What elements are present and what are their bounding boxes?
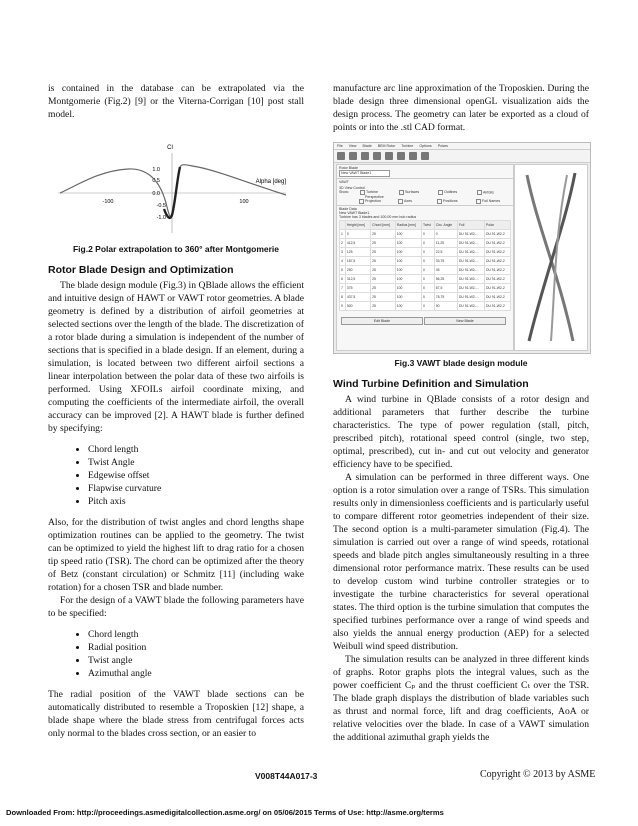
checkbox-label: Positions <box>443 199 458 203</box>
table-cell[interactable]: 25 <box>371 283 396 292</box>
table-cell[interactable]: 187,5 <box>345 256 370 265</box>
table-cell[interactable]: DU 91-W2-2 <box>484 274 510 283</box>
table-cell[interactable]: 90 <box>434 301 457 310</box>
rotor-icon[interactable] <box>385 152 393 160</box>
paragraph: For the design of a VAWT blade the following parameters have to be specified: <box>48 595 304 619</box>
table-cell[interactable]: DU 91-W2-... <box>457 256 484 265</box>
polar-icon[interactable] <box>409 152 417 160</box>
row-number: 6 <box>340 274 346 283</box>
column-header: Chord [mm] <box>371 220 396 229</box>
table-cell[interactable]: DU 91-W2-2 <box>484 292 510 301</box>
table-row[interactable] <box>340 256 511 265</box>
column-header: Radius [mm] <box>395 220 421 229</box>
table-cell[interactable]: 100 <box>395 301 421 310</box>
table-cell[interactable]: 0 <box>422 247 435 256</box>
table-cell[interactable]: 25 <box>371 274 396 283</box>
qblade-screenshot <box>333 142 591 354</box>
checkbox[interactable] <box>476 199 481 204</box>
list-item: • Twist Angle <box>88 456 304 469</box>
checkbox-label: Axes <box>404 199 412 203</box>
left-column <box>48 82 304 740</box>
column-header: Circ. Angle <box>434 220 457 229</box>
menu-item[interactable]: View <box>348 144 357 148</box>
table-cell[interactable]: 11,25 <box>434 238 457 247</box>
view-control <box>337 185 513 205</box>
checkbox-label: Surfaces <box>405 190 420 195</box>
blade-shape <box>527 175 573 341</box>
table-cell[interactable]: 312,5 <box>345 274 370 283</box>
graph-icon[interactable] <box>421 152 429 160</box>
checkbox[interactable] <box>398 199 403 204</box>
table-row[interactable] <box>340 292 511 301</box>
table-cell[interactable]: 25 <box>371 247 396 256</box>
ytick: -1.0 <box>156 215 166 221</box>
table-cell[interactable]: 25 <box>371 238 396 247</box>
save-icon[interactable] <box>361 152 369 160</box>
blade-description: Turbine has 3 blades and 100.00 mm hub radius <box>339 214 417 219</box>
list-item: • Twist angle <box>88 654 304 667</box>
table-cell[interactable]: 0 <box>345 229 370 238</box>
table-cell[interactable]: 100 <box>395 283 421 292</box>
new-blade-button[interactable]: New Blade <box>424 317 506 325</box>
table-cell[interactable]: 100 <box>395 265 421 274</box>
table-row[interactable] <box>340 274 511 283</box>
table-cell[interactable]: 0 <box>422 238 435 247</box>
paragraph: is contained in the database can be extrapolated via the Montgomerie (Fig.2) [9] or the Viterna-Corrigan [10] post stall model. <box>48 83 304 120</box>
table-cell[interactable]: DU 91-W2-... <box>457 283 484 292</box>
menu-item[interactable]: Options <box>419 144 432 148</box>
edit-blade-button[interactable]: Edit Blade <box>341 317 423 325</box>
checkbox-label: Outlines <box>444 190 458 195</box>
figure-caption: Fig.3 VAWT blade design module <box>394 358 528 368</box>
table-row[interactable] <box>340 229 511 238</box>
blade-data-label: Blade Data <box>339 206 357 211</box>
table-cell[interactable]: 0 <box>422 265 435 274</box>
bullet-list <box>48 443 304 508</box>
figure-2 <box>48 135 304 254</box>
checkbox-label: Foil Names <box>482 199 501 203</box>
table-cell[interactable]: DU 91-W2-... <box>457 301 484 310</box>
row-number: 9 <box>340 301 346 310</box>
rotor-blade-label: Rotor Blade <box>339 166 358 170</box>
list-item: • Radial position <box>88 641 304 654</box>
rotor-blade-group <box>337 165 513 178</box>
table-cell[interactable]: 412,5 <box>345 238 370 247</box>
paragraph: Also, for the distribution of twist angles and chord lengths shape optimization routines can be applied to the geometry. The twist can be optimized to yield the highest lift to drag ratio for a chosen tip speed ratio (TSR). The chord can be optimized after the theory of Betz (constant circulation) or Schmitz [11] (including wake rotation) for a chosen TSR and blade number. <box>48 517 304 593</box>
open-icon[interactable] <box>349 152 357 160</box>
table-cell[interactable]: DU 91-W2-... <box>457 274 484 283</box>
table-cell[interactable]: DU 91-W2-... <box>457 292 484 301</box>
row-number: 1 <box>340 229 346 238</box>
toolbar <box>334 150 590 163</box>
table-cell[interactable]: 56,25 <box>434 274 457 283</box>
bullet-list <box>48 628 304 680</box>
table-cell[interactable]: 0 <box>422 274 435 283</box>
table-row[interactable] <box>340 265 511 274</box>
xtick: 100 <box>239 199 249 205</box>
table-cell[interactable]: DU 91-W2-2 <box>484 301 510 310</box>
table-cell[interactable]: 67,5 <box>434 283 457 292</box>
column-header: Height [mm] <box>345 220 370 229</box>
row-number: 4 <box>340 256 346 265</box>
table-cell[interactable]: 0 <box>434 229 457 238</box>
table-cell[interactable]: 100 <box>395 229 421 238</box>
table-cell[interactable]: 25 <box>371 229 396 238</box>
table-cell[interactable]: 437,5 <box>345 292 370 301</box>
table-cell[interactable]: 0 <box>422 256 435 265</box>
list-item: • Chord length <box>88 628 304 641</box>
table-cell[interactable]: 25 <box>371 301 396 310</box>
list-item: • Azimuthal angle <box>88 667 304 680</box>
table-cell[interactable]: DU 91-W2-... <box>457 247 484 256</box>
table-cell[interactable]: DU 91-W2-2 <box>484 229 510 238</box>
menu-item[interactable]: Polars <box>437 144 448 148</box>
checkbox[interactable] <box>437 199 442 204</box>
list-item: • Chord length <box>88 443 304 456</box>
table-cell[interactable]: 0 <box>422 229 435 238</box>
table-cell[interactable]: 78,75 <box>434 292 457 301</box>
row-number: 8 <box>340 292 346 301</box>
column-header: Polar <box>484 220 510 229</box>
table-row[interactable] <box>340 283 511 292</box>
menu-item[interactable]: BEM Rotor <box>377 144 396 148</box>
list-item: • Edgewise offset <box>88 469 304 482</box>
table-cell[interactable]: 125 <box>345 247 370 256</box>
blade-panel <box>336 164 514 351</box>
turbine-icon[interactable] <box>397 152 405 160</box>
table-cell[interactable]: DU 91-W2-2 <box>484 247 510 256</box>
menu-item[interactable]: Blade <box>362 144 372 148</box>
ytick: 0.5 <box>152 178 160 184</box>
blade-data <box>337 205 513 220</box>
table-cell[interactable]: DU 91-W2-2 <box>484 265 510 274</box>
table-cell[interactable]: 100 <box>395 292 421 301</box>
table-cell[interactable]: 25 <box>371 256 396 265</box>
blade-name: New VAWT Blade1 <box>339 210 370 215</box>
vawt-blade-render <box>515 165 587 351</box>
paragraph: A simulation can be performed in three different ways. One option is a rotor simulation over a range of TSRs. This simulation results only in dimensionless coefficients and is particularly useful to compare different rotor geometries independent of their size. The second option is a multi-parameter simulation (Fig.4). The simulation is carried out over a range of wind speeds, rotational speeds and blade pitch angles simultaneously resulting in a three dimensional rotor performance matrix. These results can be used to develop custom wind turbine controller strategies or to investigate the turbine characteristics for several operational states. The third option is the turbine simulation that computes the specified turbines performance over a range of wind speeds and also yields the annual energy production (AEP) for a selected Weibull wind speed distribution. <box>333 472 589 652</box>
polar-plot <box>48 135 304 235</box>
section-heading: Rotor Blade Design and Optimization <box>48 264 234 276</box>
paper-code: V008T44A017-3 <box>255 771 318 781</box>
table-cell[interactable]: DU 91-W2-2 <box>484 256 510 265</box>
table-cell[interactable]: DU 91-W2-2 <box>484 238 510 247</box>
table-cell[interactable]: 100 <box>395 274 421 283</box>
table-cell[interactable]: 25 <box>371 265 396 274</box>
checkbox[interactable] <box>359 199 364 204</box>
paragraph: manufacture arc line approximation of the Troposkien. During the blade design three dimensional openGL visualization aids the design process. The geometry can later be exported as a cloud of points or into the .stl CAD format. <box>333 83 589 133</box>
blade-icon[interactable] <box>373 152 381 160</box>
table-header-row <box>340 220 511 229</box>
axis-label-cl: Cl <box>167 145 173 151</box>
checkbox-label: Perspective Projection <box>365 195 384 203</box>
table-cell[interactable]: 25 <box>371 292 396 301</box>
menu-item[interactable]: Turbine <box>401 144 414 148</box>
table-cell[interactable]: DU 91-W2-... <box>457 265 484 274</box>
table-cell[interactable]: 33,75 <box>434 256 457 265</box>
table-row[interactable] <box>340 301 511 310</box>
table-row[interactable] <box>340 247 511 256</box>
table-cell[interactable]: 100 <box>395 238 421 247</box>
table-cell[interactable]: 100 <box>395 256 421 265</box>
menu-bar <box>334 143 590 150</box>
table-cell[interactable]: 22,5 <box>434 247 457 256</box>
download-notice: Downloaded From: http://proceedings.asmedigitalcollection.asme.org/ on 05/06/2015 Terms of Use: http://asme.org/terms <box>6 808 444 817</box>
table-row[interactable] <box>340 238 511 247</box>
table-cell[interactable]: 100 <box>395 247 421 256</box>
xtick: -100 <box>102 199 114 205</box>
axis-label-alpha: Alpha [deg] <box>255 179 286 185</box>
show-label: Show: <box>339 190 349 195</box>
vawt-label: VAWT <box>337 178 513 185</box>
table-cell[interactable]: DU 91-W2-... <box>457 229 484 238</box>
paragraph: The radial position of the VAWT blade sections can be automatically distributed to resemble a Troposkien [12] shape, a blade shape where the blade stress from centrifugal forces acts only normal to the blades cross section, or an easier to <box>48 689 304 739</box>
copyright: Copyright © 2013 by ASME <box>480 769 596 780</box>
figure-caption: Fig.2 Polar extrapolation to 360° after Montgomerie <box>72 244 280 254</box>
checkbox-label: AirfoIls <box>483 190 494 195</box>
table-cell[interactable]: 500 <box>345 301 370 310</box>
blade-buttons <box>341 317 513 325</box>
table-cell[interactable]: 0 <box>422 283 435 292</box>
table-cell[interactable]: 45 <box>434 265 457 274</box>
new-icon[interactable] <box>337 152 345 160</box>
table-cell[interactable]: 375 <box>345 283 370 292</box>
section-heading: Wind Turbine Definition and Simulation <box>333 378 529 390</box>
menu-item[interactable]: File <box>337 144 343 148</box>
row-number: 7 <box>340 283 346 292</box>
list-item: • Flapwise curvature <box>88 482 304 495</box>
table-cell[interactable]: DU 91-W2-2 <box>484 283 510 292</box>
checkbox-label: Turbine <box>366 190 379 195</box>
column-header: Twist <box>422 220 435 229</box>
row-number: 2 <box>340 238 346 247</box>
rotor-select[interactable]: New VAWT Blade1 <box>339 170 390 177</box>
view-control-label: 3D View Control <box>339 186 365 190</box>
table-cell[interactable]: 250 <box>345 265 370 274</box>
blade-table <box>339 220 511 311</box>
right-column <box>333 82 589 744</box>
paragraph: The blade design module (Fig.3) in QBlade allows the efficient and intuitive design of HAWT or VAWT rotor geometries. A blade geometry is defined by a distribution of airfoil geometries at selected sections over the length of the blade. The discretization of a rotor blade during a simulation is independent of the number of sections that is specified in a blade design. If an element, during a simulation, is located between two different airfoil sections a linear interpolation between the polar data of these two airfoils is performed. Using XFOILs airfoil coordinate mixing, and computing the coefficients of the intermediate airfoil, the overall accuracy can be improved [2]. A HAWT blade is further defined by specifying: <box>48 280 304 434</box>
table-cell[interactable]: DU 91-W2-... <box>457 238 484 247</box>
column-header: Foil <box>457 220 484 229</box>
ytick: -0.5 <box>156 203 166 209</box>
list-item: • Pitch axis <box>88 495 304 508</box>
3d-viewport[interactable] <box>514 164 588 351</box>
row-number: 5 <box>340 265 346 274</box>
paragraph: A wind turbine in QBlade consists of a rotor design and additional parameters that further describe the turbine characteristics. The type of power regulation (stall, pitch, prescribed pitch), rotational speed control (single, two step, optimal, prescribed), cut in- and cut out velocity and generator efficiency have to be specified. <box>333 394 589 470</box>
ytick: 1.0 <box>152 167 160 173</box>
ytick: 0.0 <box>152 191 160 197</box>
row-number: 3 <box>340 247 346 256</box>
table-cell[interactable]: 0 <box>422 292 435 301</box>
paragraph: The simulation results can be analyzed in three different kinds of graphs. Rotor graphs plots the integral values, such as the power coefficient Cₚ and the thrust coefficient Cₜ over the TSR. The blade graph displays the distribution of blade variables such as thrust and normal force, lift and drag coefficients, AoA or relative velocities over the blade. In case of a VAWT simulation the additional azimuthal graph yields the <box>333 654 589 743</box>
table-cell[interactable]: 0 <box>422 301 435 310</box>
